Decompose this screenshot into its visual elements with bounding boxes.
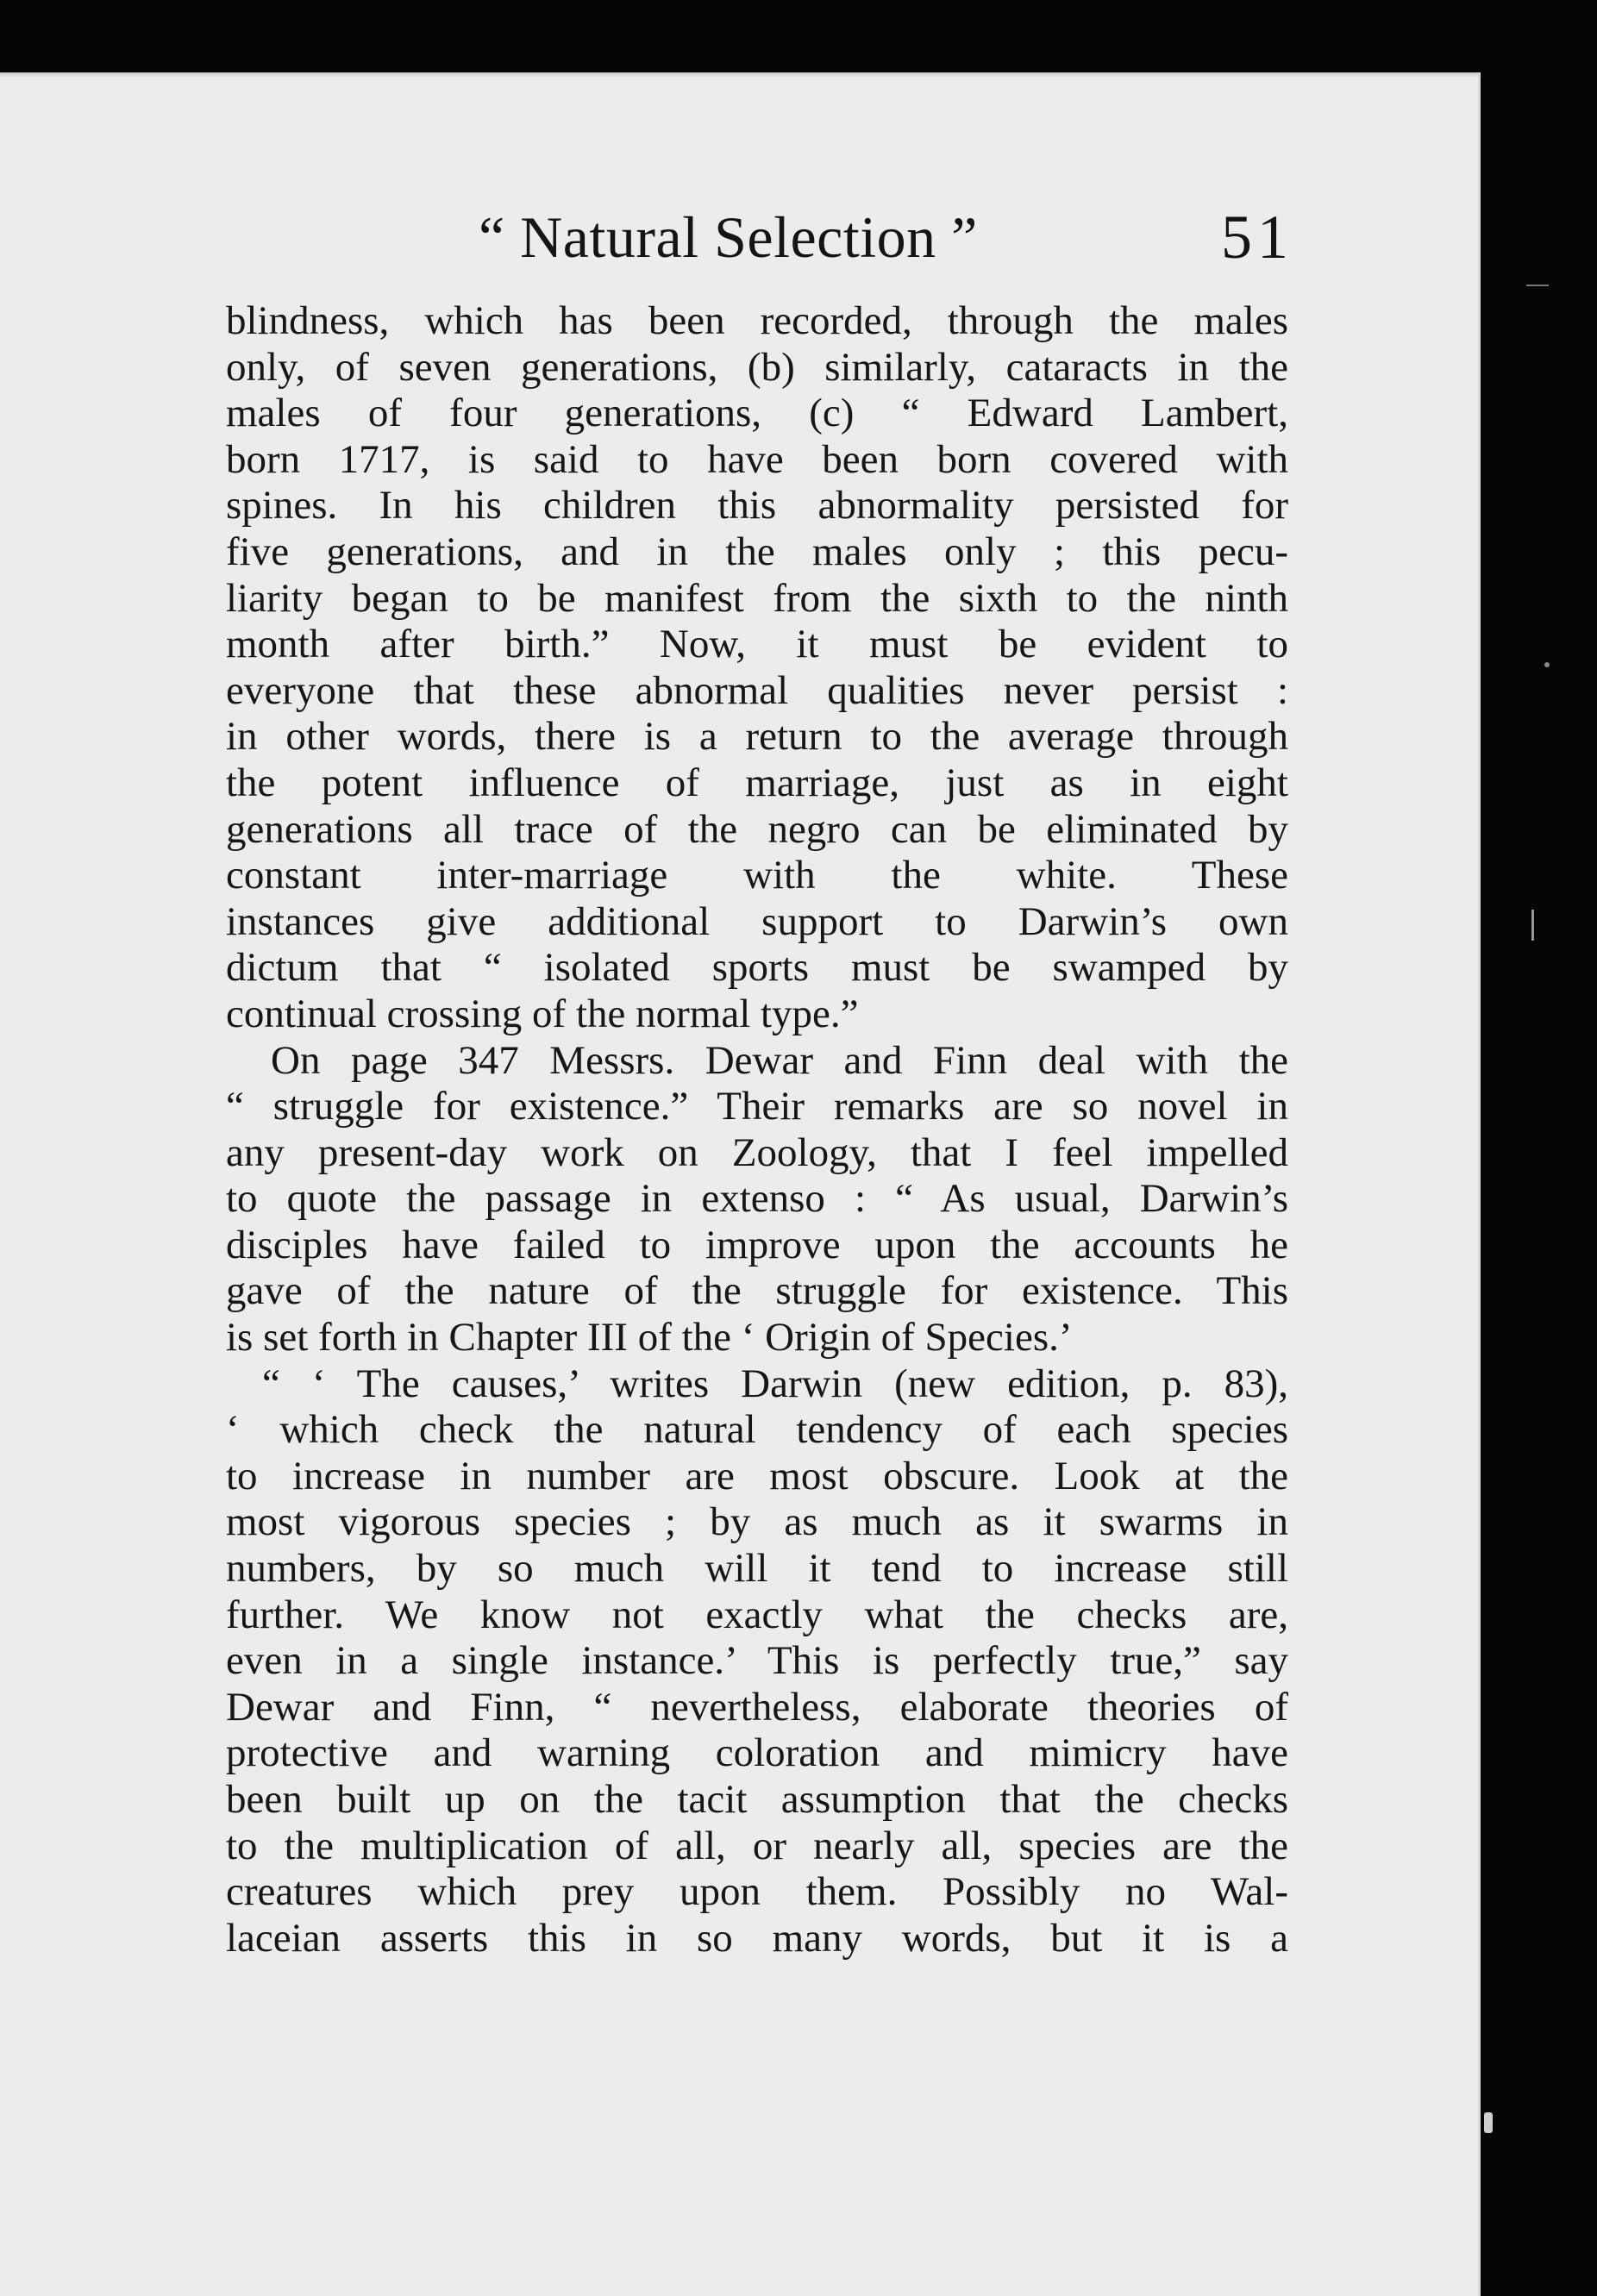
text-line: is set forth in Chapter III of the ‘ Origin of Species.’ [226,1315,1073,1361]
text-line: protective and warning coloration and mimicry have [226,1730,1288,1776]
scan-speck [1544,662,1550,667]
text-line: generations all trace of the negro can be eliminated by [226,806,1288,852]
text-line: only, of seven generations, (b) similarly, cataracts in the [226,344,1288,390]
running-title: “ Natural Selection ” [479,204,978,270]
text-line: Dewar and Finn, “ nevertheless, elaborate theories of [226,1684,1288,1730]
text-line: been built up on the tacit assumption that the checks [226,1777,1288,1822]
text-line: to the multiplication of all, or nearly all, species are the [226,1823,1288,1868]
scan-mark-right [1531,910,1534,941]
text-line: laceian asserts this in so many words, but it is a [226,1915,1288,1961]
text-line: month after birth.” Now, it must be evident to [226,622,1288,667]
running-head [224,194,1293,280]
text-line: most vigorous species ; by as much as it swarms in [226,1499,1288,1545]
text-line: spines. In his children this abnormality persisted for [226,483,1288,529]
text-line: dictum that “ isolated sports must be swamped by [226,945,1288,991]
text-line: On page 347 Messrs. Dewar and Finn deal with the [271,1037,1288,1083]
text-line: “ ‘ The causes,’ writes Darwin (new edition, p. 83), [262,1361,1288,1406]
scan-speck [1484,2112,1493,2133]
text-line: disciples have failed to improve upon the accounts he [226,1222,1288,1267]
text-line: liarity began to be manifest from the sixth to the ninth [226,575,1288,621]
scan-mark-right [1526,285,1549,286]
page-number: 51 [1221,203,1293,272]
text-line: in other words, there is a return to the average through [226,714,1288,760]
text-line: the potent influence of marriage, just as in eight [226,760,1288,805]
text-line: ‘ which check the natural tendency of each species [226,1407,1288,1453]
page-top-shadow [0,72,1478,78]
text-line: “ struggle for existence.” Their remarks are so novel in [226,1084,1288,1129]
text-line: everyone that these abnormal qualities never persist : [226,667,1288,713]
text-line: even in a single instance.’ This is perfectly true,” say [226,1638,1288,1684]
text-line: born 1717, is said to have been born covered with [226,436,1288,482]
text-line: to increase in number are most obscure. Look at the [226,1453,1288,1498]
text-line: blindness, which has been recorded, through the males [226,298,1288,343]
text-line: numbers, by so much will it tend to increase still [226,1546,1288,1592]
text-line: continual crossing of the normal type.” [226,991,859,1036]
text-line: five generations, and in the males only ; this pecu- [226,529,1288,574]
text-line: creatures which prey upon them. Possibly no Wal- [226,1869,1288,1915]
text-line: gave of the nature of the struggle for existence. This [226,1268,1288,1314]
text-line: constant inter-marriage with the white. These [226,853,1288,898]
text-line: males of four generations, (c) “ Edward Lambert, [226,391,1288,436]
text-line: further. We know not exactly what the checks are, [226,1592,1288,1637]
body-text [226,298,1288,1961]
text-line: any present-day work on Zoology, that I feel impelled [226,1129,1288,1175]
text-line: instances give additional support to Darwin’s own [226,898,1288,944]
text-line: to quote the passage in extenso : “ As usual, Darwin’s [226,1176,1288,1222]
